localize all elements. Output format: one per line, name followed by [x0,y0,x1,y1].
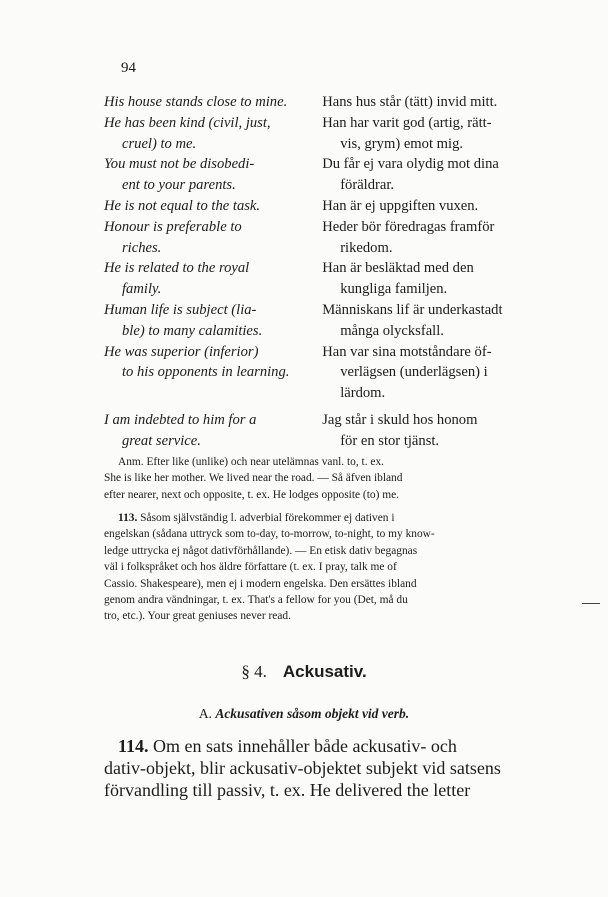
english-example [104,196,306,217]
english-line: family. [122,281,162,298]
english-line: He is related to the royal [104,260,250,277]
subsection-title: Ackusativen såsom objekt vid verb. [215,706,410,721]
paragraph-text: Om en sats innehåller både ackusativ- och [153,736,457,756]
swedish-line: Jag står i skuld hos honom [322,411,478,428]
swedish-line: Han är besläktad med den [322,260,474,277]
english-example [104,258,306,300]
example-pair [104,410,534,452]
english-example [104,410,306,452]
english-example [104,154,306,196]
swedish-line: Du får ej vara olydig mot dina [322,156,499,173]
example-pair [104,217,534,259]
example-pair [104,258,534,300]
english-line: cruel) to me. [122,135,197,152]
swedish-translation [306,410,534,452]
page-number: 94 [121,60,136,76]
paragraph-113 [104,510,532,625]
remark-line: Anm. Efter like (unlike) och near utelämnas vanl. to, t. ex. [118,456,385,468]
english-line: I am indebted to him for a [104,411,257,428]
paragraph-number: 113. [118,512,138,524]
section-symbol: § 4. [241,662,267,681]
paragraph-text: Såsom självständig l. adverbial förekommer ej dativen i [140,512,395,524]
english-line: Honour is preferable to [104,218,242,235]
swedish-line: Han var sina motståndare öf- [322,343,492,360]
swedish-line: många olycksfall. [340,322,444,339]
example-pair [104,154,534,196]
swedish-line: för en stor tjänst. [340,432,440,449]
swedish-line: Människans lif är underkastadt [322,301,503,318]
swedish-translation [306,196,534,217]
english-line: ent to your parents. [122,177,236,194]
english-line: great service. [122,432,201,449]
swedish-translation [306,113,534,155]
example-pair [104,300,534,342]
english-line: to his opponents in learning. [122,364,290,381]
example-pair [104,196,534,217]
swedish-line: Han är ej uppgiften vuxen. [322,197,479,214]
paragraph-line [104,510,532,526]
paragraph-line: tro, etc.). Your great geniuses never read. [104,610,291,623]
margin-mark [582,603,600,604]
english-line: riches. [122,239,162,256]
swedish-translation [306,217,534,259]
swedish-translation [306,300,534,342]
swedish-translation [306,258,534,300]
swedish-line: Han har varit god (artig, rätt- [322,114,492,131]
swedish-translation [306,342,534,404]
remark-note [104,454,532,503]
swedish-translation [306,154,534,196]
english-line: His house stands close to mine. [104,94,288,110]
paragraph-number: 114. [118,736,149,756]
paragraph-line: ledge uttrycka ej något dativförhållande). — En etisk dativ begagnas [104,544,418,557]
swedish-line: rikedom. [340,239,393,256]
english-line: You must not be disobedi- [104,156,255,173]
example-pair [104,92,534,113]
paragraph-114 [104,735,534,801]
swedish-line: Hans hus står (tätt) invid mitt. [322,94,498,110]
paragraph-line: väl i folkspråket och hos äldre författare (t. ex. I pray, talk me of [104,561,397,574]
swedish-line: verlägsen (underlägsen) i [340,364,488,381]
section-title: Ackusativ. [282,662,367,681]
example-pair [104,342,534,404]
english-line: Human life is subject (lia- [104,301,257,318]
english-example [104,300,306,342]
english-line: He was superior (inferior) [104,343,259,360]
english-example [104,217,306,259]
english-line: He is not equal to the task. [104,197,261,214]
paragraph-line: dativ-objekt, blir ackusativ-objektet subjekt vid satsens [104,758,501,778]
swedish-line: lärdom. [340,385,386,402]
subsection-letter: A. [198,706,212,721]
subsection-heading [0,706,608,722]
paragraph-line: engelskan (sådana uttryck som to-day, to-morrow, to-night, to my know- [104,528,435,541]
swedish-translation [306,92,534,113]
swedish-line: föräldrar. [340,177,395,194]
swedish-line: kungliga familjen. [340,281,448,298]
english-example [104,342,306,404]
remark-line: She is like her mother. We lived near the road. — Så äfven ibland [104,472,403,485]
paragraph-line: genom andra vändningar, t. ex. That's a fellow for you (Det, må du [104,594,408,607]
paragraph-line: Cassio. Shakespeare), men ej i modern engelska. Den ersättes ibland [104,577,417,590]
paragraph-line: förvandling till passiv, t. ex. He delivered the letter [104,780,471,800]
english-example [104,92,306,113]
example-pairs [104,92,534,452]
english-example [104,113,306,155]
swedish-line: Heder bör föredragas framför [322,218,495,235]
remark-line: efter nearer, next och opposite, t. ex. He lodges opposite (to) me. [104,488,399,501]
example-pair [104,113,534,155]
english-line: ble) to many calamities. [122,322,263,339]
section-heading [0,662,608,682]
paragraph-line [104,735,534,757]
english-line: He has been kind (civil, just, [104,114,271,131]
swedish-line: vis, grym) emot mig. [340,135,464,152]
